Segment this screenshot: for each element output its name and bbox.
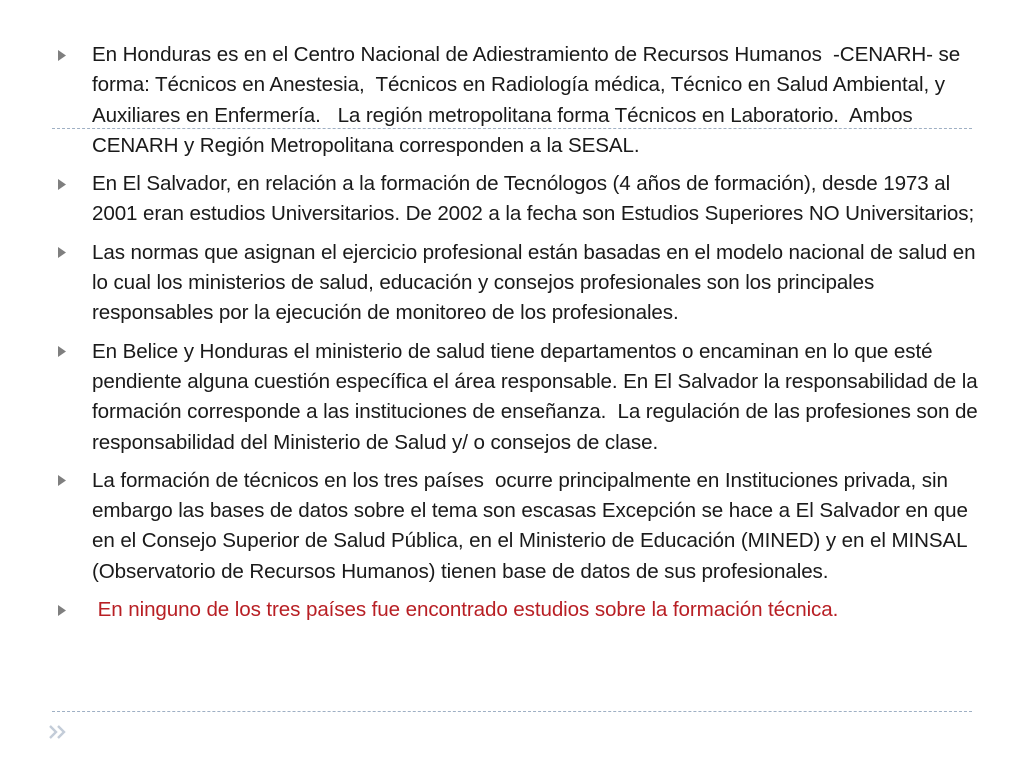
bullet-text: En El Salvador, en relación a la formación de Tecnólogos (4 años de formación), desde 1973 al 2001 eran estudios Universitarios. De 2002 a la fecha son Estudios Superiores NO Universitarios; bbox=[92, 172, 975, 226]
footer-dashed-divider bbox=[52, 711, 972, 712]
triangle-right-icon bbox=[58, 238, 92, 268]
double-chevron-right-icon bbox=[48, 724, 68, 740]
bullet-item bbox=[58, 40, 978, 161]
bullet-text: En Honduras es en el Centro Nacional de Adiestramiento de Recursos Humanos -CENARH- se forma: Técnicos en Anestesia, Técnicos en Radiología médica, Técnico en Salud Ambiental, y Auxiliares en Enfermería. La región metropolitana forma Técnicos en Laboratorio. Ambos CENARH y Región Metropolitana corresponden a la SESAL. bbox=[92, 43, 966, 157]
bullet-text: En Belice y Honduras el ministerio de salud tiene departamentos o encaminan en lo que esté pendiente alguna cuestión específica el área responsable. En El Salvador la responsabilidad de la formación corresponde a las instituciones de enseñanza. La regulación de las profesiones son de responsabilidad del Ministerio de Salud y/ o consejos de clase. bbox=[92, 339, 984, 454]
bullet-item-highlight bbox=[58, 595, 978, 625]
triangle-right-icon bbox=[58, 466, 92, 496]
bullet-text: Las normas que asignan el ejercicio profesional están basadas en el modelo nacional de salud en lo cual los ministerios de salud, educación y consejos profesionales son los principales responsables por la ejecución de monitoreo de los profesionales. bbox=[92, 240, 982, 325]
triangle-right-icon bbox=[58, 40, 92, 70]
bullet-list bbox=[58, 40, 984, 633]
triangle-right-icon bbox=[58, 169, 92, 199]
bullet-item bbox=[58, 466, 978, 587]
triangle-right-icon bbox=[58, 595, 92, 625]
bullet-text: La formación de técnicos en los tres países ocurre principalmente en Instituciones privada, sin embargo las bases de datos sobre el tema son escasas Excepción se hace a El Salvador en que en el Consejo Superior de Salud Pública, en el Ministerio de Educación (MINED) y en el MINSAL (Observatorio de Recursos Humanos) tienen base de datos de sus profesionales. bbox=[92, 468, 974, 583]
bullet-item bbox=[58, 169, 978, 230]
bullet-item bbox=[58, 238, 982, 329]
bullet-text-highlight: En ninguno de los tres países fue encontrado estudios sobre la formación técnica. bbox=[92, 598, 839, 622]
triangle-right-icon bbox=[58, 337, 92, 367]
bullet-item bbox=[58, 337, 984, 458]
